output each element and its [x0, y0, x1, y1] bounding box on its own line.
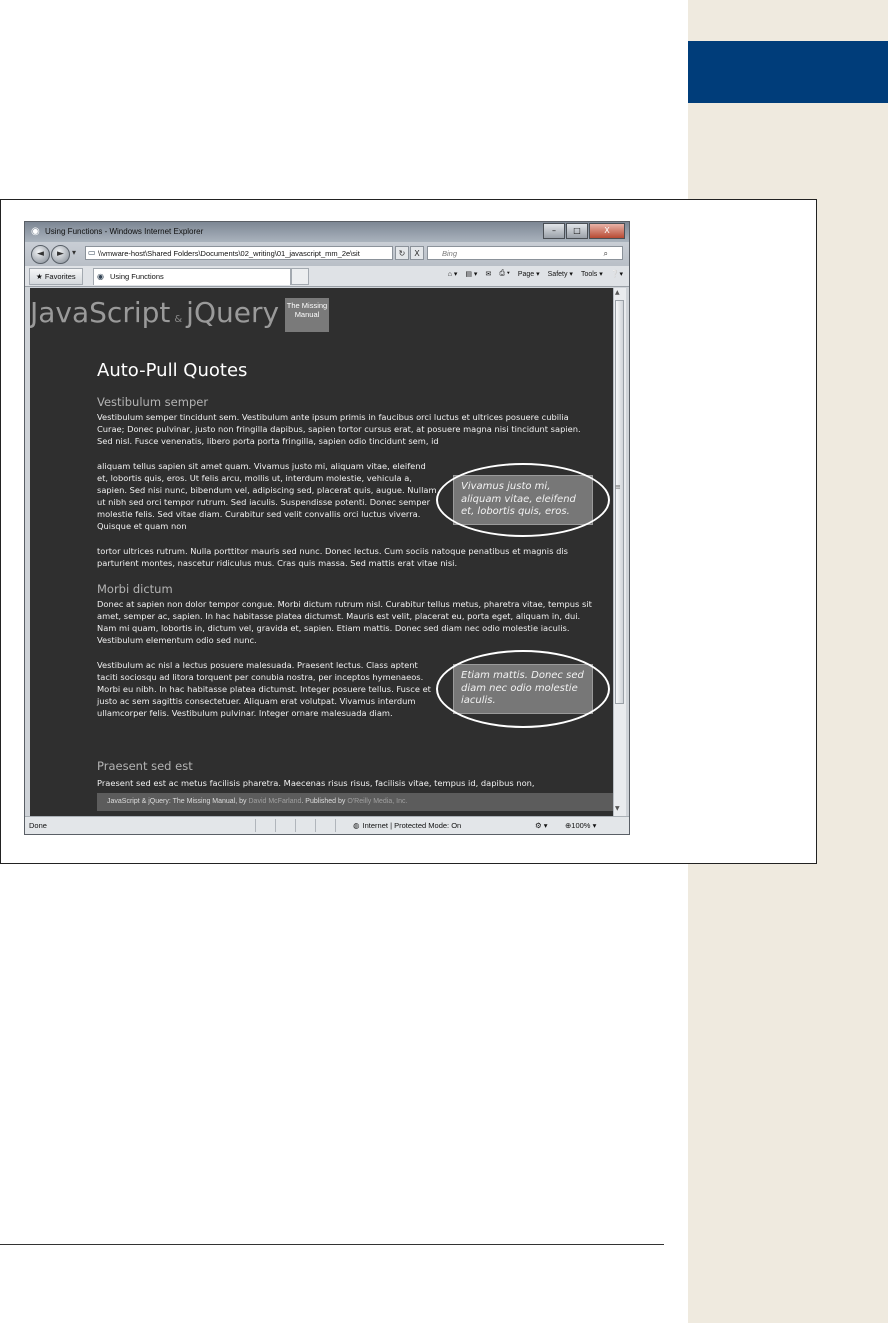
close-button[interactable]: X: [589, 223, 625, 239]
section-1-para-tail: tortor ultrices rutrum. Nulla porttitor mauris sed nunc. Donec lectus. Cum sociis natoque penatibus et magnis dis parturient montes, nascetur ridiculus mus. Cras quis massa. Sed mattis erat vitae nisi.: [97, 546, 568, 569]
section-3-para: Praesent sed est ac metus facilisis pharetra. Maecenas risus risus, facilisis vitae, tempus id, dapibus non,: [97, 778, 535, 788]
browser-window: [24, 221, 630, 835]
title-bar: [25, 222, 629, 242]
pull-quote-2: Etiam mattis. Donec sed diam nec odio molestie iaculis.: [453, 664, 593, 714]
mail-button[interactable]: ✉: [485, 271, 492, 278]
missing-manual-badge: The Missing Manual: [285, 298, 329, 332]
refresh-button[interactable]: ↻: [395, 246, 409, 260]
address-input[interactable]: \\vmware-host\Shared Folders\Documents\02_writing\01_javascript_mm_2e\sit: [85, 246, 393, 260]
search-icon[interactable]: ⌕: [603, 249, 608, 258]
history-dropdown-icon[interactable]: ▾: [72, 248, 77, 257]
logo-javascript: JavaScript: [30, 296, 171, 329]
section-heading-1: Vestibulum semper: [97, 395, 209, 409]
feeds-button[interactable]: ▤ ▾: [465, 271, 478, 278]
scroll-up-icon[interactable]: ▲: [615, 289, 620, 296]
status-divider: [315, 819, 316, 832]
section-2-para: Donec at sapien non dolor tempor congue. Morbi dictum rutrum nisl. Curabitur tellus metus, pharetra vitae, tempus sit amet, semper ac, sapien. In hac habitasse platea dictumst. Mauris est velit, placerat eu, porta eget, aliquam in, dui. Nam mi quam, lobortis in, dictum vel, gravida et, sapien. Etiam mattis. Donec sed diam nec odio molestie iaculis. Vestibulum elementum odio sed nunc.: [97, 599, 592, 646]
back-button[interactable]: ◄: [31, 245, 50, 264]
navigation-bar: [25, 242, 629, 266]
logo-jquery: jQuery: [186, 296, 280, 329]
scroll-grip-icon: ≡: [615, 483, 621, 491]
footer-middle: . Published by: [301, 798, 346, 805]
safety-menu[interactable]: Safety ▾: [547, 271, 573, 278]
highlight-ellipse-2: [436, 650, 610, 728]
window-title: Using Functions - Windows Internet Explorer: [45, 227, 204, 236]
forward-button[interactable]: ►: [51, 245, 70, 264]
highlight-ellipse-1: [436, 463, 610, 537]
tab-label: Using Functions: [110, 272, 164, 281]
zoom-dropdown-icon: ▾: [590, 821, 597, 830]
add-on-icon[interactable]: ⚙ ▾: [535, 821, 548, 830]
section-heading-3: Praesent sed est: [97, 759, 193, 773]
favorites-button[interactable]: [29, 268, 83, 285]
print-button[interactable]: ⎙ ▾: [499, 270, 510, 277]
section-2-para-wrapped: Vestibulum ac nisl a lectus posuere malesuada. Praesent lectus. Class aptent taciti sociosqu ad litora torquent per conubia nostra, per inceptos hymenaeos. Morbi eu nibh. In hac habitasse platea dictumst. Integer posuere tellus. Fusce et justo ac sem sagittis consectetuer. Aliquam erat volutpat. Vivamus interdum ullamcorper felis. Vestibulum pulvinar. Integer ornare malesuada diam.: [97, 660, 431, 719]
logo-ampersand: &: [174, 314, 183, 325]
status-bar: [25, 816, 629, 835]
ie-logo-icon: ◉: [31, 226, 40, 237]
section-heading-2: Morbi dictum: [97, 582, 173, 596]
window-controls: [542, 223, 625, 238]
tools-menu[interactable]: Tools ▾: [580, 271, 603, 278]
page-viewport: [30, 288, 613, 816]
zoom-icon: ⊕: [565, 821, 572, 830]
maximize-button[interactable]: □: [566, 223, 588, 239]
tab-using-functions[interactable]: [93, 268, 291, 285]
status-text: Done: [29, 821, 47, 830]
page-title: Auto-Pull Quotes: [97, 360, 248, 381]
minimize-button[interactable]: –: [543, 223, 565, 239]
footer-publisher-link[interactable]: O'Reilly Media, Inc.: [347, 798, 408, 805]
section-1-para-wrapped: aliquam tellus sapien sit amet quam. Vivamus justo mi, aliquam vitae, eleifend et, lobortis quis, eros. Ut felis arcu, mollis ut, interdum molestie, vehicula a, sapien. Sed nisi nunc, bibendum vel, adipiscing sed, placerat quis, augue. Nullam ut nibh sed orci tempor rutrum. Sed iaculis. Suspendisse potenti. Donec semper molestie felis. Sed vitae diam. Curabitur sed velit convallis orci luctus viverra. Quisque et quam non: [97, 461, 437, 532]
footer-prefix: JavaScript & jQuery: The Missing Manual, by: [107, 798, 247, 805]
status-divider: [275, 819, 276, 832]
vertical-scrollbar[interactable]: [613, 288, 626, 816]
status-divider: [255, 819, 256, 832]
search-placeholder: Bing: [442, 249, 458, 258]
stop-button[interactable]: X: [410, 246, 424, 260]
status-divider: [295, 819, 296, 832]
scroll-down-icon[interactable]: ▼: [615, 805, 620, 812]
scroll-thumb[interactable]: [615, 300, 624, 704]
help-button[interactable]: ❔▾: [610, 271, 623, 278]
home-button[interactable]: ⌂ ▾: [447, 271, 458, 278]
globe-icon: ◍: [353, 821, 360, 830]
chapter-tab-marker: [688, 41, 888, 103]
security-zone-label: Internet | Protected Mode: On: [362, 821, 462, 830]
search-input[interactable]: [427, 246, 623, 260]
pull-quote-1: Vivamus justo mi, aliquam vitae, eleifend et, lobortis quis, eros.: [453, 475, 593, 525]
page-bottom-rule: [0, 1244, 664, 1245]
tab-page-icon: ◉: [97, 272, 104, 281]
page-menu[interactable]: Page ▾: [517, 271, 540, 278]
zoom-level: 100%: [571, 821, 591, 830]
command-bar: [440, 270, 623, 278]
favorites-label: Favorites: [44, 272, 76, 281]
security-zone[interactable]: [353, 817, 461, 834]
tab-row: [25, 266, 629, 287]
section-1-para: Vestibulum semper tincidunt sem. Vestibulum ante ipsum primis in faucibus orci luctus et ultrices posuere cubilia Curae; Donec pulvinar, justo non fringilla dapibus, sapien tortor cursus erat, at posuere magna nisi tincidunt sapien. Sed nisl. Fusce venenatis, libero porta porta fringilla, sapien odio tincidunt sem, id: [97, 412, 581, 447]
star-icon: ★: [36, 272, 45, 281]
status-divider: [335, 819, 336, 832]
zoom-control[interactable]: [565, 817, 596, 834]
new-tab-button[interactable]: [291, 268, 309, 285]
page-footer: [97, 793, 613, 811]
footer-author-link[interactable]: David McFarland: [248, 798, 302, 805]
page-icon: ▭: [88, 248, 96, 257]
site-logo: [30, 296, 279, 329]
